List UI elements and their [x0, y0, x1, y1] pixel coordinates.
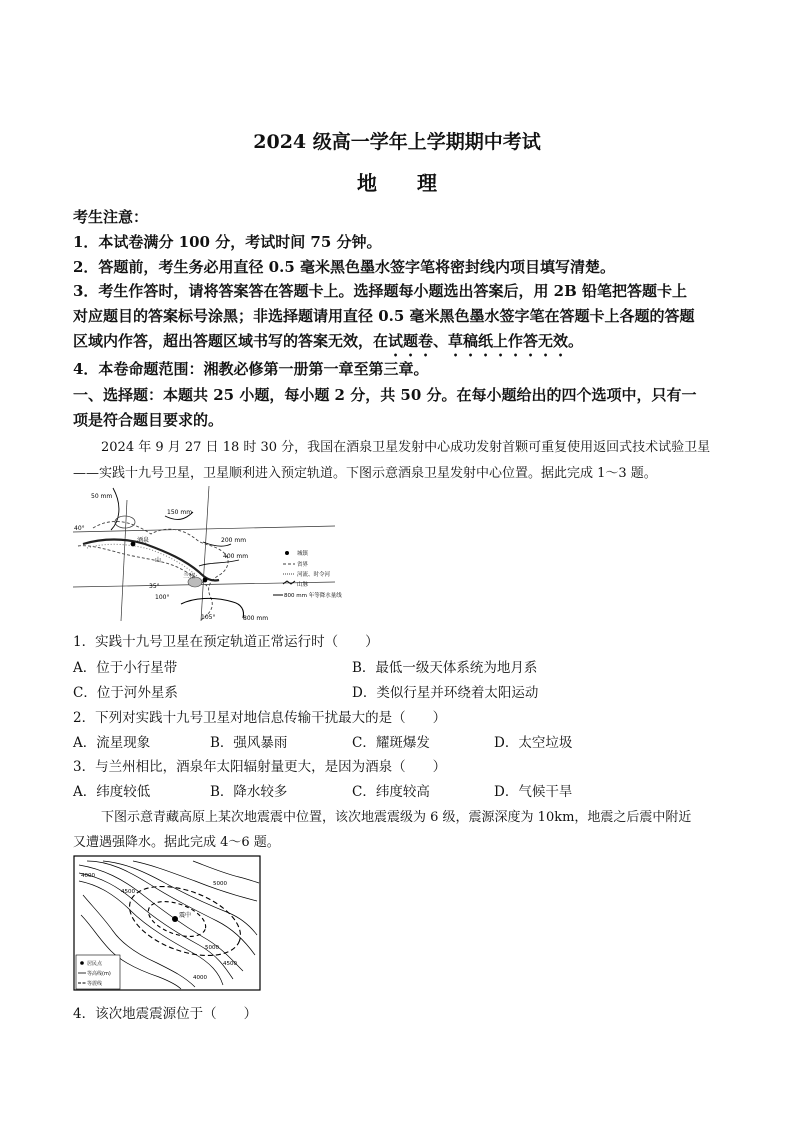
question-2-option-c: C．耀斑爆发: [352, 735, 430, 751]
label-contour-4000-b: 4000: [193, 975, 207, 981]
question-3-option-d: D．气候干旱: [494, 784, 573, 800]
label-40-deg: 40°: [74, 525, 85, 532]
label-contour-4500-a: 4500: [121, 889, 135, 895]
notice-item-3-line-1: 3．考生作答时，请将答案答在答题卡上。选择题每小题选出答案后，用 2B 铅笔把答题卡上: [73, 282, 688, 300]
label-800mm: 800 mm: [243, 615, 269, 622]
map-2-legend: [76, 955, 120, 989]
label-50mm: 50 mm: [91, 493, 113, 500]
label-105-deg: 105°: [201, 614, 216, 621]
section-1-line-2: 项是符合题目要求的。: [73, 411, 224, 429]
exam-title: 2024 级高一学年上学期期中考试: [253, 131, 541, 153]
label-epicenter: 震中: [179, 912, 192, 919]
question-2-option-a: A．流星现象: [73, 735, 151, 751]
label-400mm: 400 mm: [223, 553, 249, 560]
notice-item-1: 1．本试卷满分 100 分，考试时间 75 分钟。: [73, 233, 382, 251]
question-3-option-b: B．降水较多: [210, 784, 288, 800]
question-3-option-a: A．纬度较低: [73, 784, 151, 800]
label-jiuquan: 酒泉: [137, 537, 150, 544]
map-earthquake-epicenter: [73, 855, 261, 991]
map-jiuquan-location: [73, 486, 342, 622]
label-mountain: 山: [155, 557, 162, 564]
legend-isoseismal: 等震线: [87, 981, 103, 987]
label-100-deg: 100°: [155, 594, 170, 601]
legend-isohyet: 800 mm 年等降水量线: [284, 593, 342, 599]
notice-item-3-line-3: [73, 330, 583, 360]
question-3-stem: 3．与兰州相比，酒泉年太阳辐射量更大，是因为酒泉（ ）: [73, 759, 447, 775]
legend-border: 省界: [297, 562, 309, 568]
legend-settlement: 居民点: [87, 961, 103, 967]
epicenter-marker: [172, 916, 178, 922]
notice-item-3-line-3-c: 。: [568, 332, 584, 350]
question-2-option-b: B．强风暴雨: [210, 735, 288, 751]
label-35-deg: 35°: [149, 583, 160, 590]
legend-city: 城镇: [297, 551, 309, 557]
notice-heading: 考生注意：: [73, 208, 149, 226]
label-contour-5000-a: 5000: [205, 945, 219, 951]
city-lanzhou: [203, 578, 208, 583]
passage-1-line-1: 2024 年 9 月 27 日 18 时 30 分，我国在酒泉卫星发射中心成功发射首颗可重复使用返回式技术试验卫星: [101, 440, 711, 455]
question-2-stem: 2．下列对实践十九号卫星对地信息传输干扰最大的是（ ）: [73, 710, 447, 726]
question-1-option-a: A．位于小行星带: [73, 660, 178, 676]
label-contour-5000-b: 5000: [213, 881, 227, 887]
notice-item-4: 4．本卷命题范围：湘教必修第一册第一章至第三章。: [73, 360, 429, 378]
passage-2-line-1: 下图示意青藏高原上某次地震震中位置，该次地震震级为 6 级，震源深度为 10km，地震之后震中附近: [101, 810, 692, 825]
notice-item-3-line-3-a: 区域内作答，超出答题区域书写的答案无效，在: [73, 332, 389, 350]
question-1-stem: 1．实践十九号卫星在预定轨道正常运行时（ ）: [73, 634, 379, 650]
question-1-option-d: D．类似行星并环绕着太阳运动: [352, 685, 539, 701]
notice-item-3-emphasis: 试题卷、草稿纸上作答无效: [388, 332, 569, 350]
question-4-stem: 4．该次地震震源位于（ ）: [73, 1006, 258, 1022]
legend-mountain: 山脉: [297, 582, 309, 588]
passage-1-line-2: ——实践十九号卫星，卫星顺利进入预定轨道。下图示意酒泉卫星发射中心位置。据此完成 1～3 题。: [73, 466, 657, 481]
notice-item-2: 2．答题前，考生务必用直径 0.5 毫米黑色墨水签字笔将密封线内项目填写清楚。: [73, 258, 615, 276]
question-2-option-d: D．太空垃圾: [494, 735, 573, 751]
label-contour-4500-b: 4500: [223, 961, 237, 967]
map-1-svg: [73, 486, 342, 622]
question-1-option-b: B．最低一级天体系统为地月系: [352, 660, 538, 676]
label-150mm: 150 mm: [167, 509, 193, 516]
label-lanzhou: 兰州: [183, 573, 196, 580]
map-2-svg: [73, 855, 261, 991]
question-3-option-c: C．纬度较高: [352, 784, 430, 800]
question-1-option-c: C．位于河外星系: [73, 685, 178, 701]
subject-title: 地 理: [357, 171, 437, 195]
legend-river: 河流、时令河: [297, 572, 331, 578]
passage-2-line-2: 又遭遇强降水。据此完成 4～6 题。: [73, 835, 280, 850]
section-1-line-1: 一、选择题：本题共 25 小题，每小题 2 分，共 50 分。在每小题给出的四个选项中，只有一: [73, 386, 697, 404]
label-200mm: 200 mm: [221, 537, 247, 544]
label-contour-4000-a: 4000: [81, 873, 95, 879]
city-jiuquan: [131, 542, 136, 547]
notice-item-3-line-2: 对应题目的答案标号涂黑；非选择题请用直径 0.5 毫米黑色墨水签字笔在答题卡上各题的答题: [73, 307, 695, 325]
legend-contour: 等高线(m): [87, 971, 111, 977]
